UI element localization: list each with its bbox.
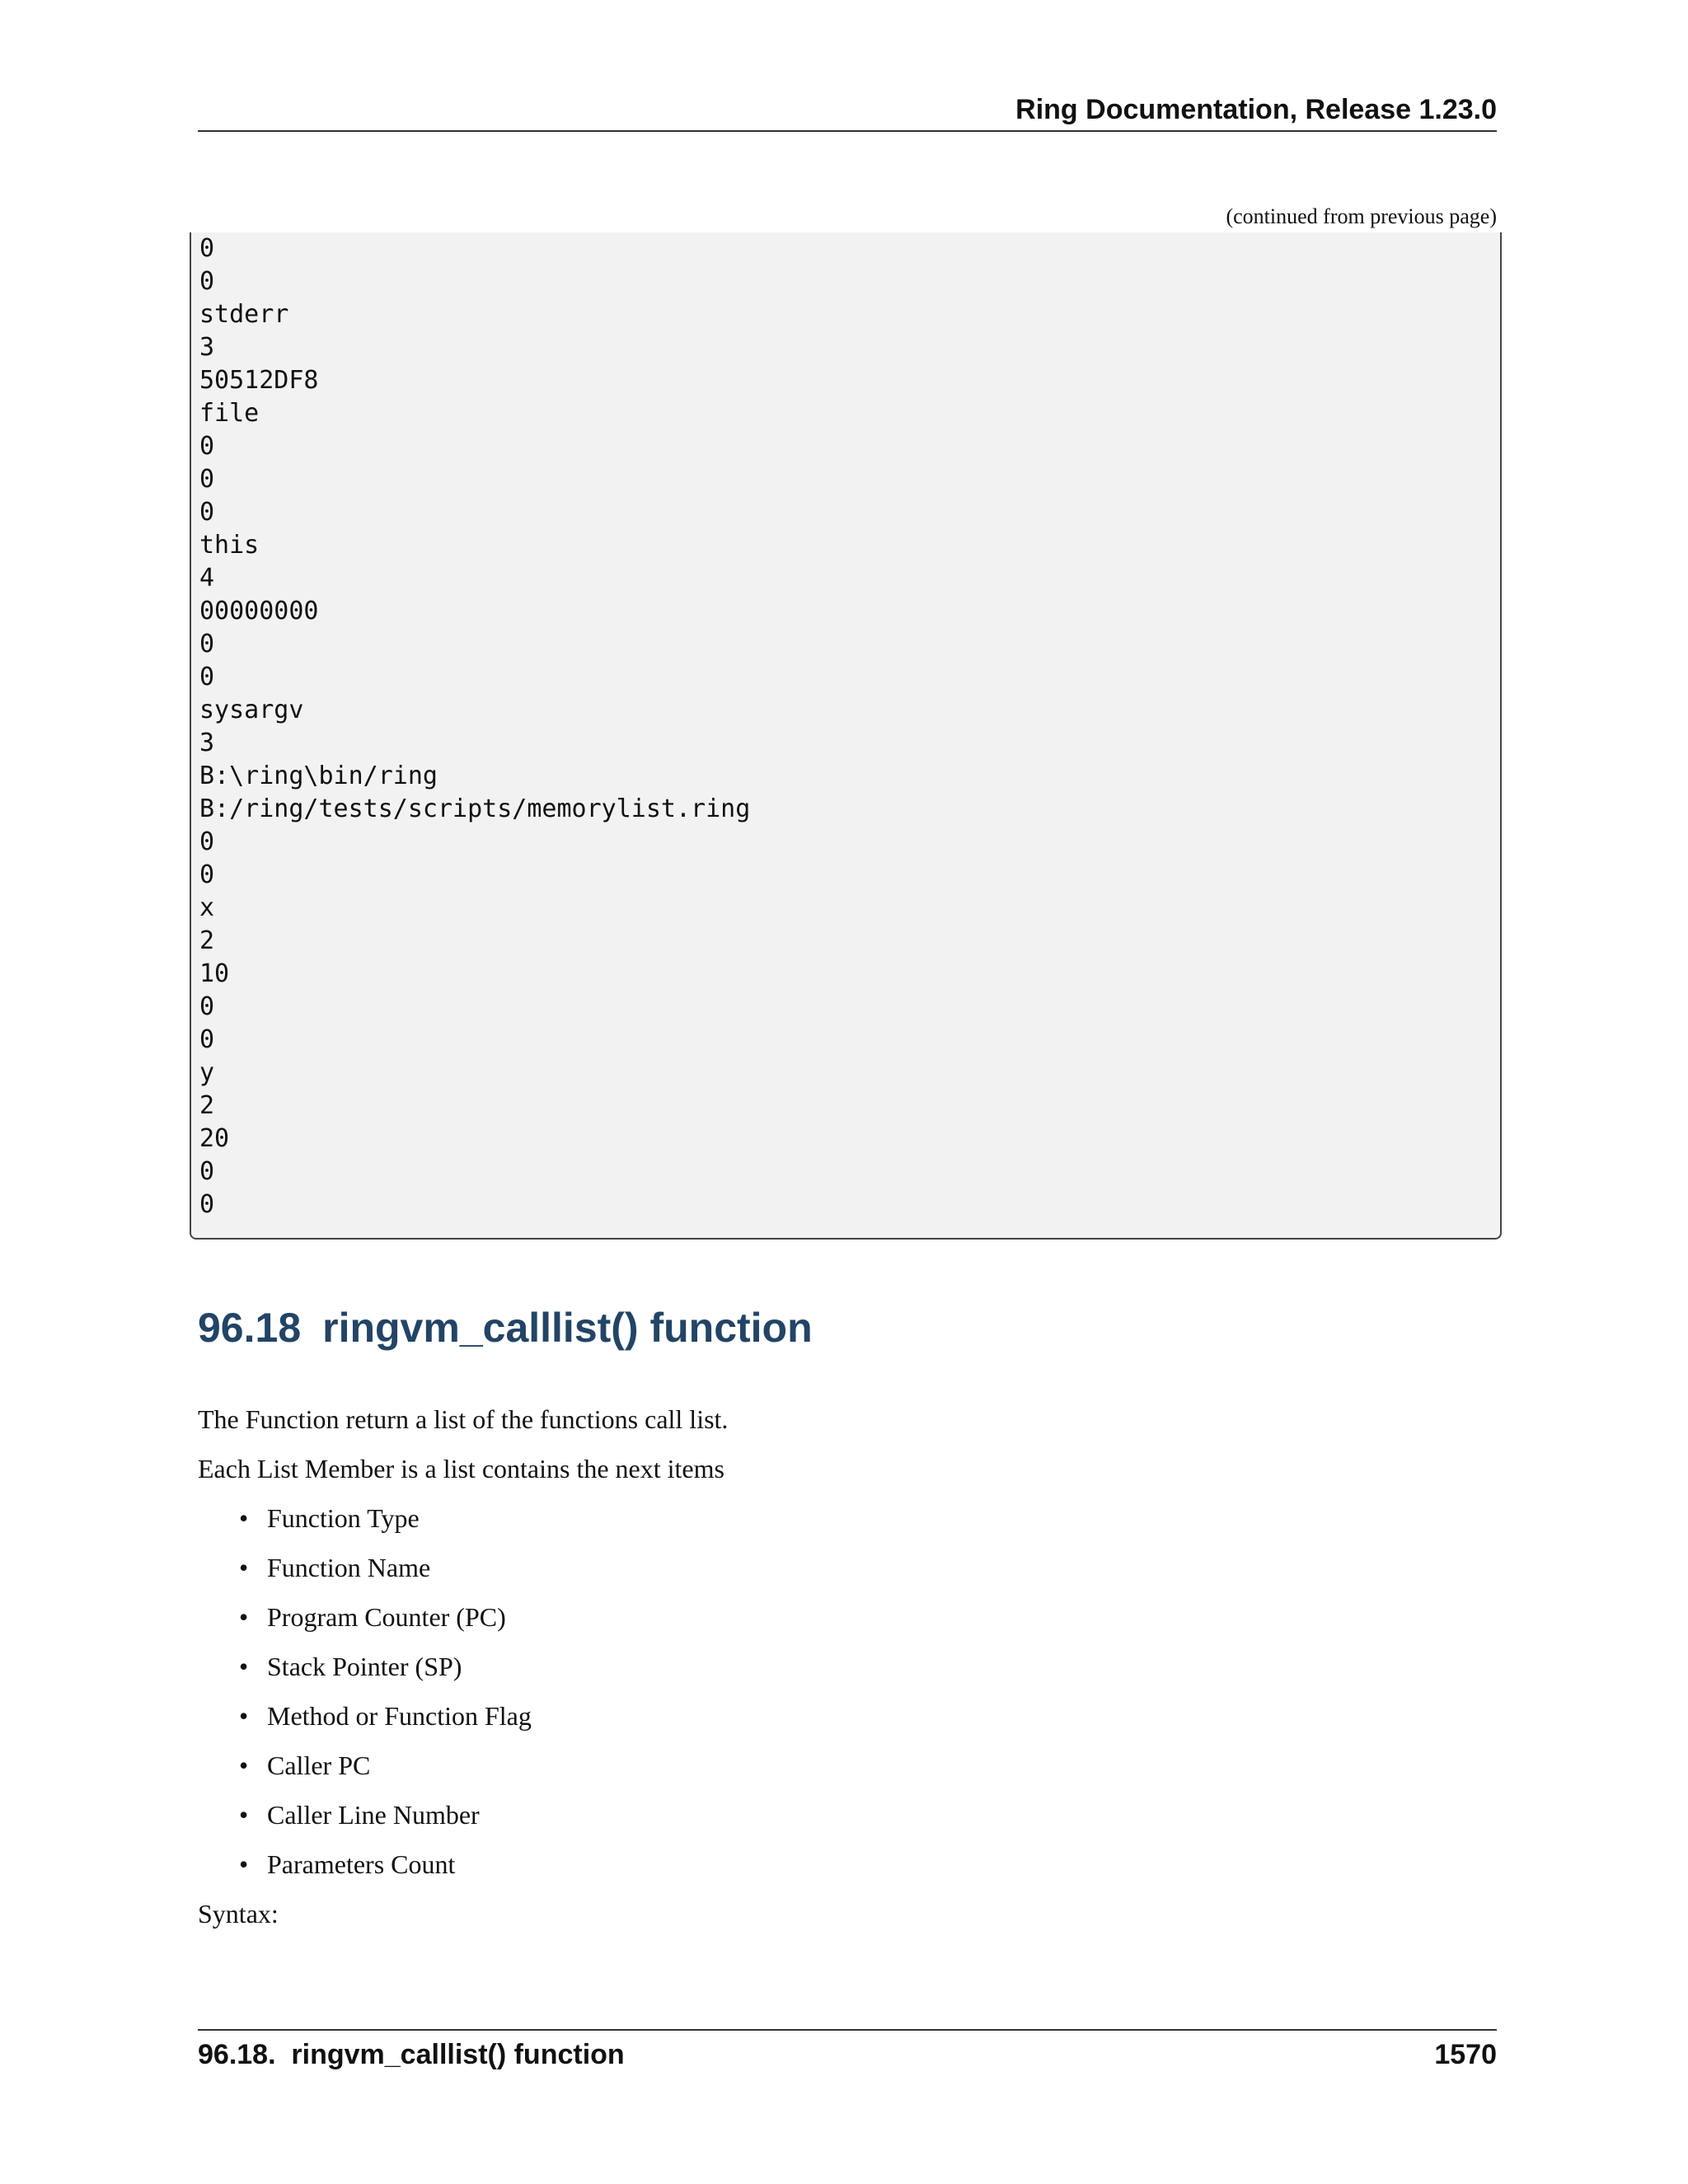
code-line: y	[199, 1058, 215, 1087]
list-item-label: Function Name	[267, 1553, 431, 1582]
list-item	[239, 1601, 532, 1650]
code-line: this	[199, 531, 260, 560]
list-item-label: Program Counter (PC)	[267, 1602, 506, 1632]
code-line: 10	[199, 959, 230, 988]
code-line: 0	[199, 234, 215, 263]
code-line: stderr	[199, 300, 289, 329]
code-line: B:\ring\bin/ring	[199, 762, 438, 790]
intro-paragraph: The Function return a list of the functions call list.	[198, 1404, 729, 1434]
list-item-label: Function Type	[267, 1503, 420, 1533]
list-item-label: Caller Line Number	[267, 1800, 480, 1830]
code-line: 0	[199, 860, 215, 889]
list-item-label: Method or Function Flag	[267, 1701, 532, 1731]
syntax-label: Syntax:	[198, 1899, 279, 1929]
code-line: 0	[199, 630, 215, 658]
code-line: sysargv	[199, 696, 304, 724]
list-item	[239, 1502, 532, 1551]
bullet-icon: •	[239, 1652, 249, 1681]
code-line: 0	[199, 827, 215, 856]
list-item	[239, 1749, 532, 1798]
code-line: 3	[199, 333, 215, 362]
code-block	[190, 232, 1502, 1240]
code-line: 0	[199, 1025, 215, 1054]
code-line: 0	[199, 1190, 215, 1219]
list-item	[239, 1699, 532, 1749]
members-paragraph: Each List Member is a list contains the next items	[198, 1454, 724, 1483]
code-line: x	[199, 893, 215, 922]
code-line: 0	[199, 465, 215, 494]
code-line: 0	[199, 432, 215, 461]
section-heading	[198, 1304, 813, 1352]
code-line: 2	[199, 926, 215, 955]
bullet-icon: •	[239, 1849, 249, 1879]
code-line: 20	[199, 1124, 230, 1153]
code-line: 0	[199, 498, 215, 527]
code-line: 0	[199, 1157, 215, 1186]
list-item-label: Caller PC	[267, 1750, 371, 1780]
code-line: 3	[199, 729, 215, 757]
section-title: ringvm_calllist() function	[322, 1305, 813, 1351]
code-line: 2	[199, 1091, 215, 1120]
footer-section-title: 96.18. ringvm_calllist() function	[198, 2039, 625, 2070]
section-number: 96.18	[198, 1305, 302, 1351]
code-lines	[199, 232, 750, 1221]
document-title: Ring Documentation, Release 1.23.0	[1015, 94, 1497, 125]
bullet-icon: •	[239, 1701, 249, 1731]
bullet-icon: •	[239, 1503, 249, 1533]
list-item	[239, 1650, 532, 1699]
code-line: 0	[199, 663, 215, 691]
code-line: 0	[199, 267, 215, 296]
list-item	[239, 1848, 532, 1897]
code-line: B:/ring/tests/scripts/memorylist.ring	[199, 794, 751, 823]
code-line: file	[199, 399, 260, 428]
bullet-list	[239, 1502, 532, 1897]
page-header	[198, 89, 1497, 132]
bullet-icon: •	[239, 1553, 249, 1582]
code-line: 0	[199, 992, 215, 1021]
page-footer	[198, 2029, 1497, 2080]
code-line: 50512DF8	[199, 366, 319, 395]
list-item-label: Parameters Count	[267, 1849, 456, 1879]
page-number: 1570	[1434, 2039, 1497, 2070]
code-line: 00000000	[199, 597, 319, 626]
continued-note: (continued from previous page)	[1226, 204, 1497, 228]
list-item	[239, 1551, 532, 1601]
list-item-label: Stack Pointer (SP)	[267, 1652, 462, 1681]
list-item	[239, 1798, 532, 1848]
bullet-icon: •	[239, 1800, 249, 1830]
bullet-icon: •	[239, 1750, 249, 1780]
code-line: 4	[199, 564, 215, 593]
bullet-icon: •	[239, 1602, 249, 1632]
